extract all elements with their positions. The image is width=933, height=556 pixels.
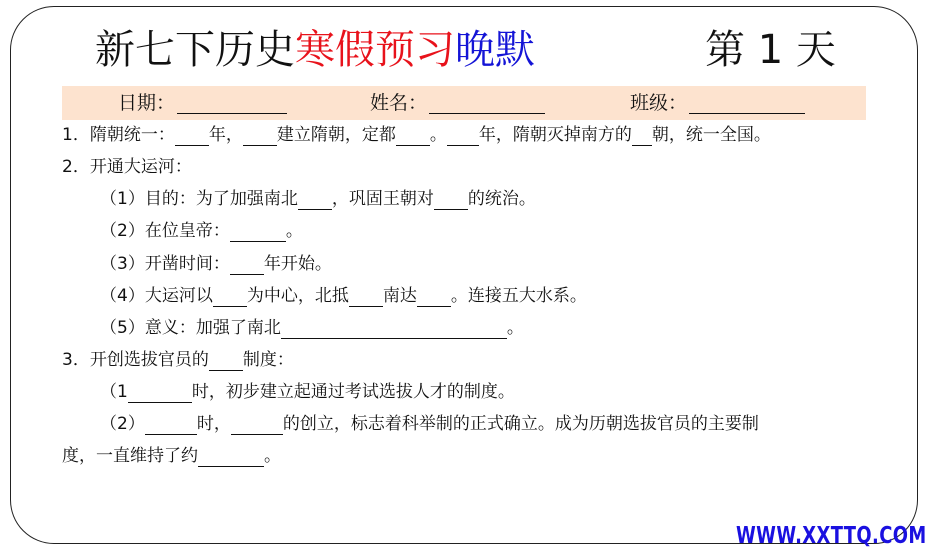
info-bar (62, 86, 866, 120)
question-2-2 (100, 220, 303, 242)
question-3-2 (100, 413, 759, 435)
day-label: 第 1 天 (705, 27, 836, 73)
text: 南达 (382, 286, 417, 306)
text: 的统治。 (467, 189, 536, 209)
text: （5）意义：加强了南北 (100, 318, 281, 338)
text: （1）目的：为了加强南北 (100, 189, 298, 209)
name-field (370, 92, 545, 114)
text: 。 (429, 125, 447, 145)
blank[interactable] (175, 128, 209, 146)
text: （2）在位皇帝： (100, 221, 230, 241)
blank[interactable] (632, 128, 652, 146)
page-title (95, 26, 535, 74)
blank[interactable] (349, 289, 383, 307)
text: （4）大运河以 (100, 286, 213, 306)
blank[interactable] (447, 128, 479, 146)
title-subject: 新七下历史 (95, 27, 295, 73)
blank[interactable] (417, 289, 451, 307)
blank[interactable] (213, 289, 247, 307)
title-highlight-red: 寒假预习 (295, 27, 455, 73)
text: 年开始。 (263, 254, 332, 274)
question-3-2-cont (62, 445, 281, 467)
blank[interactable] (298, 192, 332, 210)
text: 3．开创选拔官员的 (62, 350, 209, 370)
blank[interactable] (145, 417, 197, 435)
blank[interactable] (230, 224, 286, 242)
title-highlight-blue: 晚默 (455, 27, 535, 73)
text: 。 (506, 318, 524, 338)
blank[interactable] (243, 128, 277, 146)
date-field (118, 92, 287, 114)
blank[interactable] (230, 257, 264, 275)
name-label: 姓名： (370, 92, 428, 114)
question-3-1 (100, 381, 515, 403)
class-blank[interactable] (689, 94, 805, 114)
text: 制度： (242, 350, 294, 370)
blank[interactable] (128, 385, 192, 403)
text: 。 (264, 446, 281, 466)
text: 朝，统一全国。 (651, 125, 771, 145)
blank[interactable] (231, 417, 283, 435)
text: 年， (208, 125, 243, 145)
text: （1 (100, 382, 128, 402)
blank[interactable] (281, 321, 507, 339)
blank[interactable] (396, 128, 430, 146)
text: 度，一直维持了约 (62, 446, 198, 466)
text: 1．隋朝统一： (62, 125, 175, 145)
question-2 (62, 156, 192, 178)
text: 为中心，北抵 (246, 286, 349, 306)
site-watermark: WWW.XXTTQ.COM (736, 523, 927, 549)
text: ，巩固王朝对 (331, 189, 434, 209)
name-blank[interactable] (429, 94, 545, 114)
question-2-3 (100, 253, 332, 275)
question-3 (62, 349, 294, 371)
text: （2） (100, 414, 145, 434)
blank[interactable] (209, 353, 243, 371)
text: （3）开凿时间： (100, 254, 230, 274)
text: 。连接五大水系。 (450, 286, 587, 306)
text: 的创立，标志着科举制的正式确立。成为历朝选拔官员的主要制 (282, 414, 759, 434)
date-label: 日期： (118, 92, 176, 114)
class-field (630, 92, 805, 114)
text: 时， (196, 414, 231, 434)
question-1 (62, 124, 771, 146)
question-2-1 (100, 188, 536, 210)
text: 建立隋朝，定都 (276, 125, 396, 145)
text: 年，隋朝灭掉南方的 (478, 125, 632, 145)
text: 。 (285, 221, 303, 241)
blank[interactable] (434, 192, 468, 210)
text: 时，初步建立起通过考试选拔人才的制度。 (191, 382, 515, 402)
date-blank[interactable] (177, 94, 287, 114)
blank[interactable] (198, 449, 264, 467)
question-2-5 (100, 317, 524, 339)
text: 2．开通大运河： (62, 157, 192, 177)
question-2-4 (100, 285, 587, 307)
class-label: 班级： (630, 92, 688, 114)
